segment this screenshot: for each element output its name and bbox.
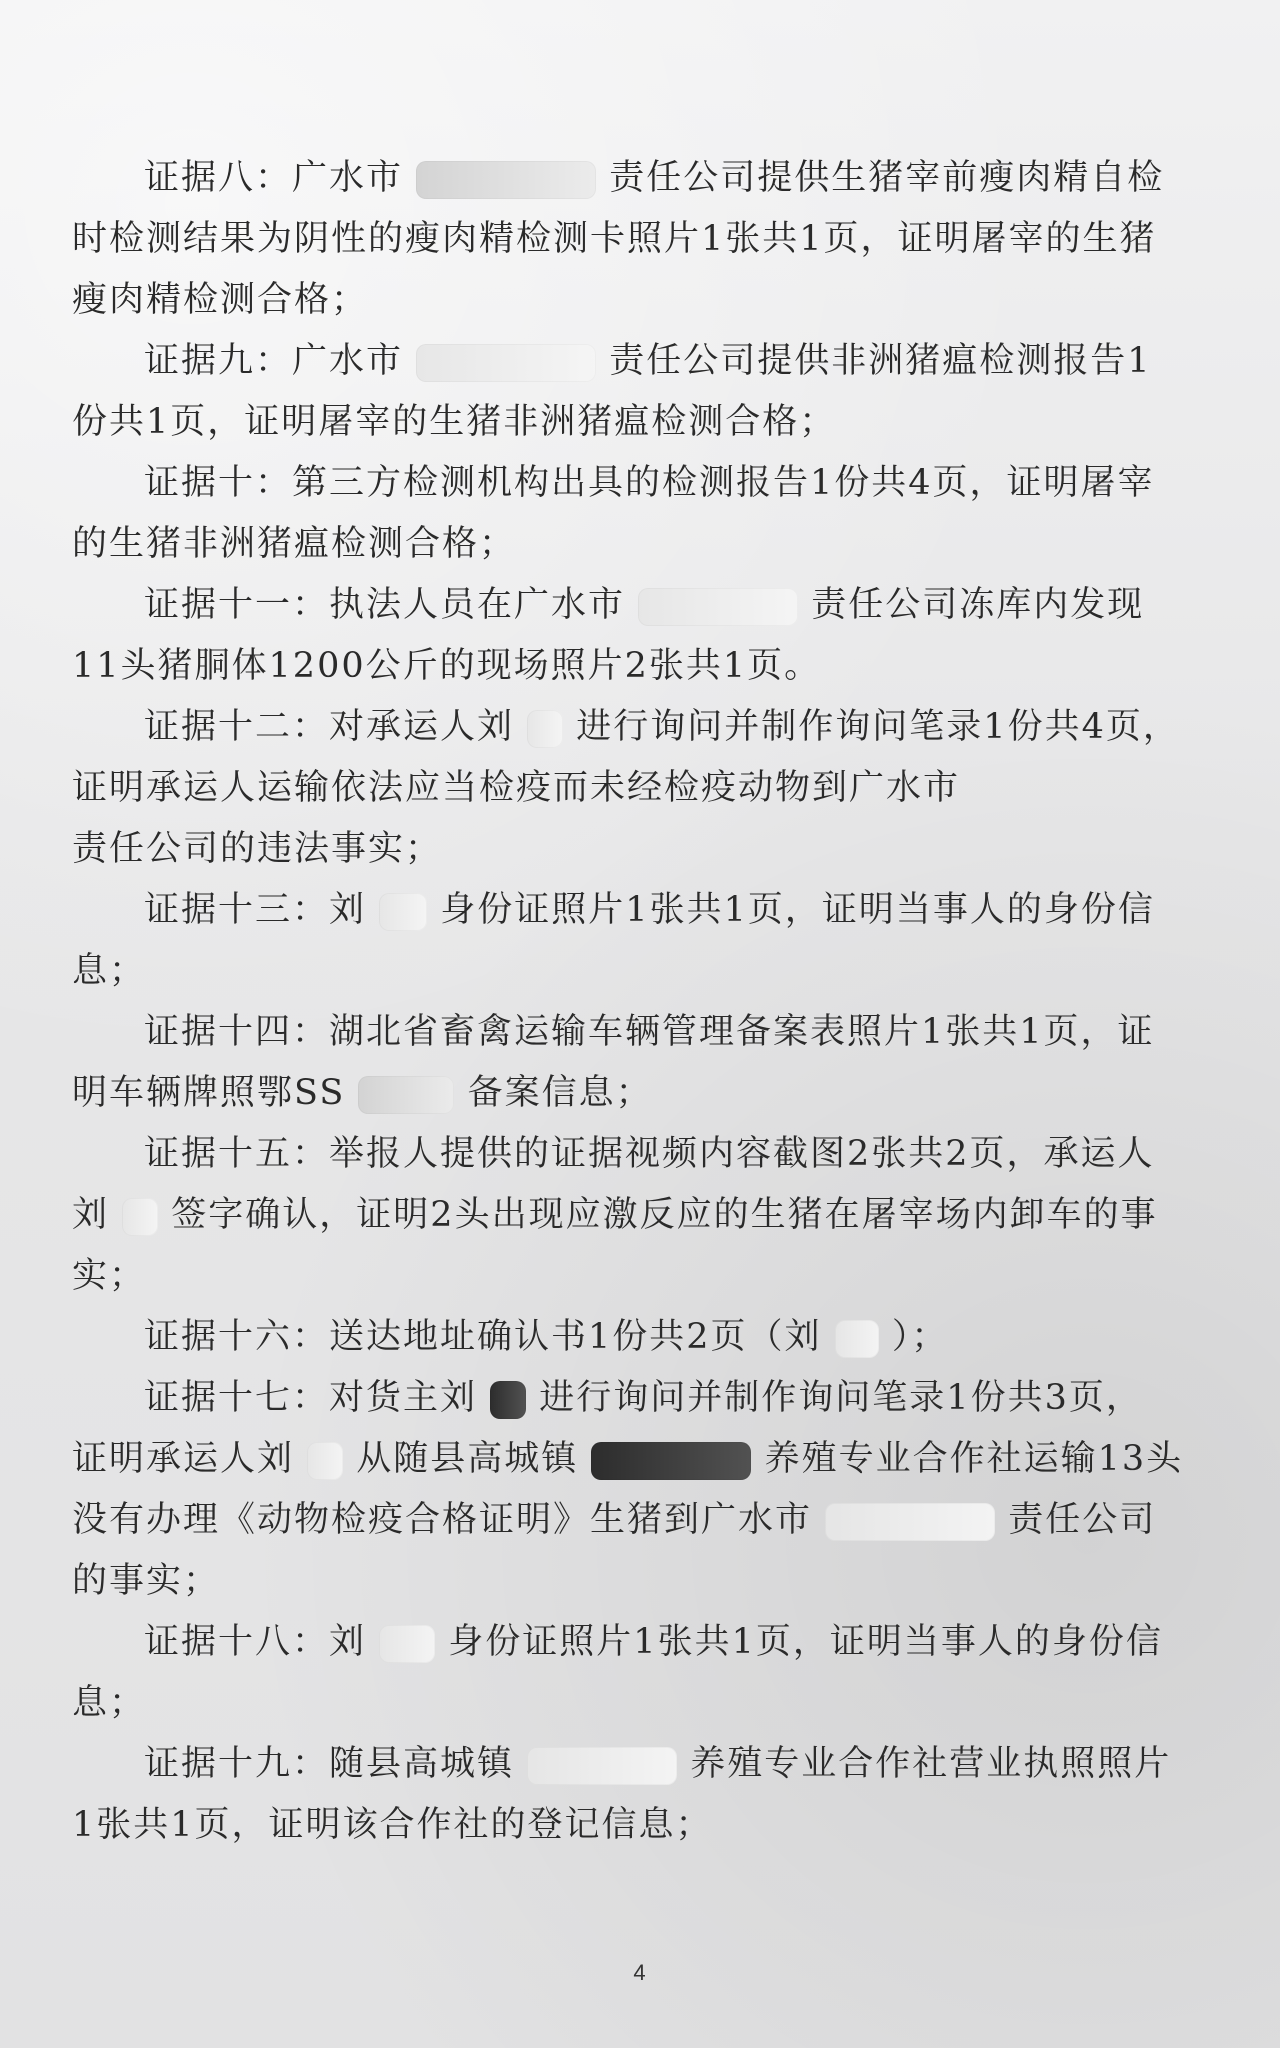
text-line <box>72 1734 1202 1795</box>
text-segment: 证据十八：刘 <box>144 1622 367 1662</box>
text-segment: 证据八：广水市 <box>144 158 404 198</box>
text-segment: 证据十九：随县高城镇 <box>144 1744 515 1784</box>
text-line: 份共1页，证明屠宰的生猪非洲猪瘟检测合格； <box>72 402 837 442</box>
text-segment: 责任公司提供生猪宰前瘦肉精自检 <box>609 158 1165 198</box>
text-line: 的生猪非洲猪瘟检测合格； <box>72 524 517 564</box>
text-segment: 养殖专业合作社营业执照照片 <box>690 1744 1172 1784</box>
text-line <box>72 148 1202 209</box>
text-line: 时检测结果为阴性的瘦肉精检测卡照片1张共1页，证明屠宰的生猪 <box>72 219 1157 259</box>
text-segment: 证据十一：执法人员在广水市 <box>144 585 626 625</box>
redaction-block <box>307 1442 343 1480</box>
text-line <box>72 1307 1202 1368</box>
text-segment: 没有办理《动物检疫合格证明》生猪到广水市 <box>72 1500 813 1540</box>
evidence-13 <box>72 880 1202 1002</box>
redaction-block <box>527 710 563 748</box>
redaction-block <box>825 1503 995 1541</box>
text-segment: 身份证照片1张共1页，证明当事人的身份信 <box>440 890 1155 930</box>
text-line: 证明承运人运输依法应当检疫而未经检疫动物到广水市 <box>72 768 961 808</box>
text-segment: 责任公司提供非洲猪瘟检测报告1 <box>609 341 1152 381</box>
text-line: 1张共1页，证明该合作社的登记信息； <box>72 1805 713 1845</box>
evidence-15 <box>72 1124 1202 1307</box>
text-line <box>72 1063 1202 1124</box>
evidence-18 <box>72 1612 1202 1734</box>
evidence-11 <box>72 575 1202 697</box>
text-line <box>72 1185 1202 1246</box>
redaction-block <box>416 344 596 382</box>
text-segment: 从随县高城镇 <box>356 1439 579 1479</box>
redaction-block <box>416 161 596 199</box>
text-line: 证据十：第三方检测机构出具的检测报告1份共4页，证明屠宰 <box>144 463 1155 503</box>
text-line <box>72 697 1202 758</box>
redaction-block <box>122 1198 158 1236</box>
redaction-block <box>358 1076 454 1114</box>
evidence-9 <box>72 331 1202 453</box>
text-segment: 备案信息； <box>467 1073 653 1113</box>
text-line: 证据十四：湖北省畜禽运输车辆管理备案表照片1张共1页，证 <box>144 1012 1155 1052</box>
evidence-16 <box>72 1307 1202 1368</box>
text-line: 瘦肉精检测合格； <box>72 280 369 320</box>
evidence-10 <box>72 453 1202 575</box>
redaction-block <box>591 1442 751 1480</box>
text-segment: 身份证照片1张共1页，证明当事人的身份信 <box>448 1622 1163 1662</box>
text-line <box>72 880 1202 941</box>
document-body <box>72 148 1202 1856</box>
text-segment: 证明承运人刘 <box>72 1439 295 1479</box>
text-line <box>72 575 1202 636</box>
text-line <box>72 1429 1202 1490</box>
text-segment: 证据十七：对货主刘 <box>144 1378 478 1418</box>
text-line: 责任公司的违法事实； <box>72 829 443 869</box>
text-segment: 进行询问并制作询问笔录1份共3页， <box>539 1378 1143 1418</box>
text-segment: 签字确认，证明2头出现应激反应的生猪在屠宰场内卸车的事 <box>171 1195 1158 1235</box>
text-segment: 责任公司 <box>1008 1500 1157 1540</box>
text-line: 实； <box>72 1256 147 1296</box>
text-line <box>72 1368 1202 1429</box>
text-line <box>72 331 1202 392</box>
evidence-12 <box>72 697 1202 880</box>
redaction-block <box>835 1320 879 1358</box>
redaction-block <box>638 588 798 626</box>
redaction-block <box>527 1747 677 1785</box>
text-segment: 进行询问并制作询问笔录1份共4页， <box>576 707 1180 747</box>
redaction-block <box>379 1625 435 1663</box>
text-line: 的事实； <box>72 1561 221 1601</box>
text-line: 11头猪胴体1200公斤的现场照片2张共1页。 <box>72 646 822 686</box>
text-segment: 责任公司冻库内发现 <box>811 585 1145 625</box>
text-line: 证据十五：举报人提供的证据视频内容截图2张共2页，承运人 <box>144 1134 1155 1174</box>
text-line <box>72 1612 1202 1673</box>
text-segment: 证据十二：对承运人刘 <box>144 707 515 747</box>
text-segment: 养殖专业合作社运输13头 <box>764 1439 1184 1479</box>
text-line <box>72 1490 1202 1551</box>
text-segment: 证据十三：刘 <box>144 890 367 930</box>
text-segment: ）； <box>891 1317 949 1357</box>
evidence-14 <box>72 1002 1202 1124</box>
redaction-block <box>490 1381 526 1419</box>
evidence-19 <box>72 1734 1202 1856</box>
text-line: 息； <box>72 1683 147 1723</box>
redaction-block <box>379 893 427 931</box>
evidence-8 <box>72 148 1202 331</box>
text-segment: 证据十六：送达地址确认书1份共2页（刘 <box>144 1317 822 1357</box>
text-segment: 刘 <box>72 1195 110 1235</box>
text-segment: 明车辆牌照鄂SS <box>72 1073 346 1113</box>
text-segment: 证据九：广水市 <box>144 341 404 381</box>
text-line: 息； <box>72 951 147 991</box>
page-number: 4 <box>633 1960 647 1985</box>
evidence-17 <box>72 1368 1202 1612</box>
